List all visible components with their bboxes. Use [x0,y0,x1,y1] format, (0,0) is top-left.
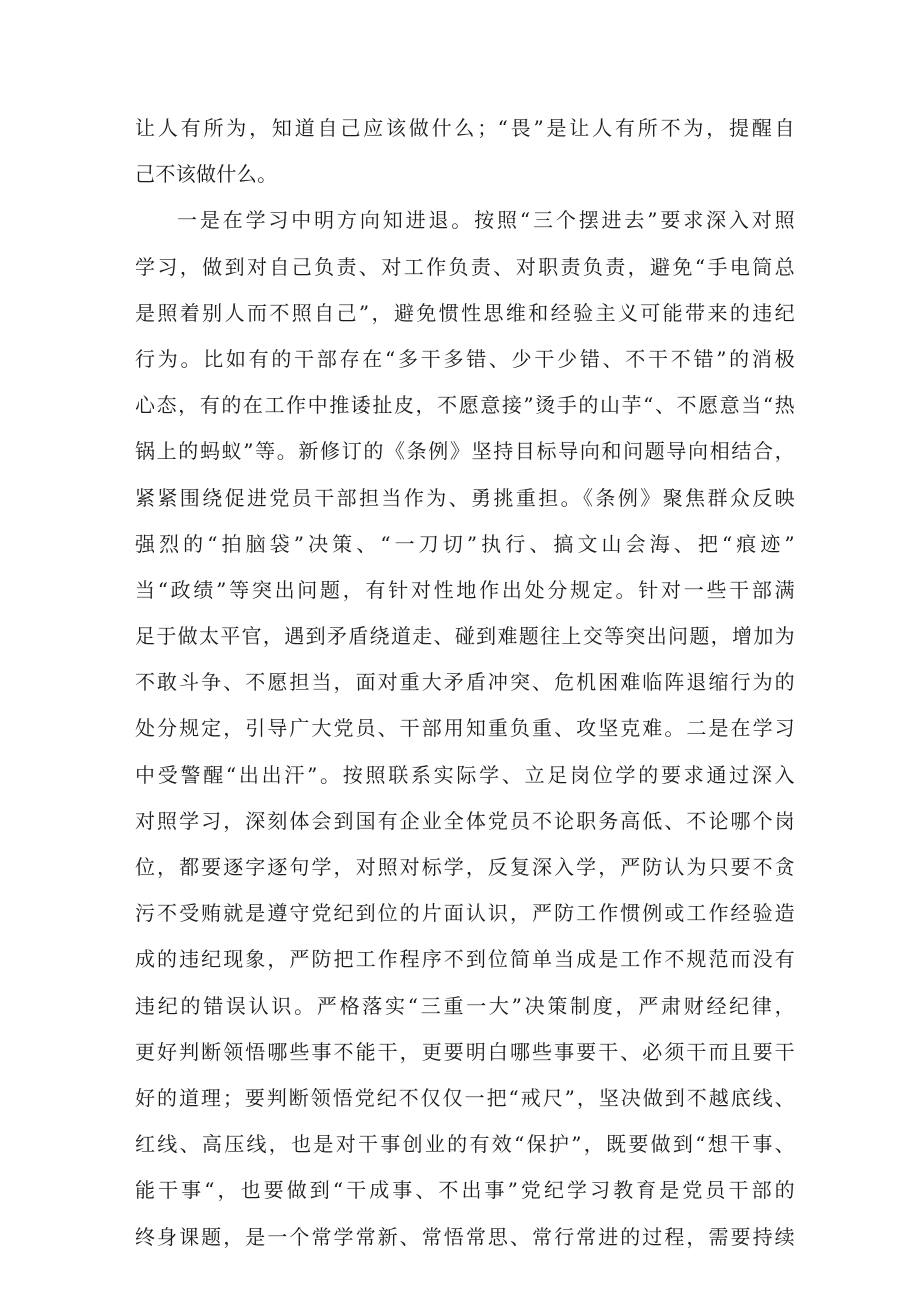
text-line: 污不受贿就是遵守党纪到位的片面认识，严防工作惯例或工作经验造 [135,901,795,926]
text-line: 红线、高压线，也是对干事创业的有效“保护”，既要做到“想干事、 [135,1132,795,1157]
text-line: 违纪的错误认识。严格落实“三重一大”决策制度，严肃财经纪律， [135,993,795,1018]
text-line: 学习，做到对自己负责、对工作负责、对职责负责，避免“手电筒总 [135,254,795,279]
text-line: 对照学习，深刻体会到国有企业全体党员不论职务高低、不论哪个岗 [135,808,795,833]
text-line: 好的道理；要判断领悟党纪不仅仅一把“戒尺”，坚决做到不越底线、 [135,1085,795,1110]
text-line: 紧紧围绕促进党员干部担当作为、勇挑重担。《条例》聚焦群众反映 [135,485,795,510]
body-text [135,105,795,1260]
text-line: 锅上的蚂蚁”等。新修订的《条例》坚持目标导向和问题导向相结合， [135,439,795,464]
text-line: 终身课题，是一个常学常新、常悟常思、常行常进的过程，需要持续 [135,1224,795,1249]
text-line: 中受警醒“出出汗”。按照联系实际学、立足岗位学的要求通过深入 [135,762,795,787]
text-line: 不敢斗争、不愿担当，面对重大矛盾冲突、危机困难临阵退缩行为的 [135,670,795,695]
text-line: 处分规定，引导广大党员、干部用知重负重、攻坚克难。二是在学习 [135,716,795,741]
text-line: 心态，有的在工作中推诿扯皮，不愿意接”烫手的山芋“、不愿意当“热 [135,393,795,418]
text-line: 成的违纪现象，严防把工作程序不到位简单当成是工作不规范而没有 [135,947,795,972]
text-line: 更好判断领悟哪些事不能干，更要明白哪些事要干、必须干而且要干 [135,1039,795,1064]
text-line: 让人有所为，知道自己应该做什么；“畏”是让人有所不为，提醒自 [135,116,795,140]
text-line: 强烈的“拍脑袋”决策、“一刀切”执行、搞文山会海、把“痕迹” [135,531,795,556]
text-line: 能干事“，也要做到“干成事、不出事”党纪学习教育是党员干部的 [135,1178,795,1203]
text-line: 是照着别人而不照自己”，避免惯性思维和经验主义可能带来的违纪 [135,300,795,325]
text-line: 足于做太平官，遇到矛盾绕道走、碰到难题往上交等突出问题，增加为 [135,624,795,649]
text-line: 己不该做什么。 [135,162,278,187]
text-line: 当“政绩”等突出问题，有针对性地作出处分规定。针对一些干部满 [135,577,795,602]
text-line: 位，都要逐字逐句学，对照对标学，反复深入学，严防认为只要不贪 [135,855,795,879]
text-line: 行为。比如有的干部存在“多干多错、少干少错、不干不错”的消极 [135,346,795,371]
paragraph-first-line: 一是在学习中明方向知进退。按照“三个摆进去”要求深入对照 [177,208,795,233]
